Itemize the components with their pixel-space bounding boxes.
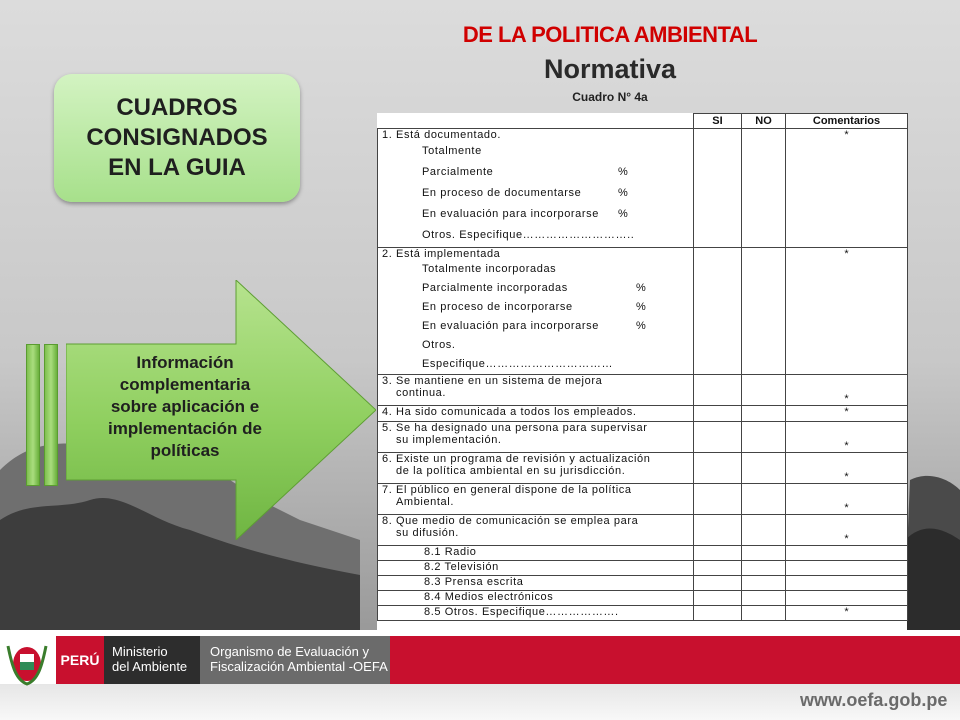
percent-sign: % xyxy=(618,187,629,199)
comment-cell[interactable]: * xyxy=(786,129,908,248)
table-caption: Cuadro N° 4a xyxy=(572,90,648,104)
no-cell[interactable] xyxy=(742,375,786,406)
option-text: Parcialmente incorporadas xyxy=(422,282,568,294)
table-row xyxy=(378,576,908,591)
comment-cell[interactable]: * xyxy=(786,606,908,621)
no-cell[interactable] xyxy=(742,546,786,561)
option-8-1: 8.1 Radio xyxy=(378,546,694,561)
comment-cell[interactable] xyxy=(786,591,908,606)
si-cell[interactable] xyxy=(694,576,742,591)
oefa-line: Organismo de Evaluación y xyxy=(210,644,369,659)
no-cell[interactable] xyxy=(742,576,786,591)
arrow-label-line: Información xyxy=(136,353,234,372)
option-text: Otros. Especifique……………………….. xyxy=(422,229,635,241)
question-6: 6. Existe un programa de revisión y actualización xyxy=(382,453,651,465)
comment-cell[interactable]: * xyxy=(786,515,908,546)
option-text: Otros. xyxy=(422,339,456,351)
guide-box-line: EN LA GUIA xyxy=(108,154,246,181)
guide-box-line: CUADROS xyxy=(116,94,238,121)
question-2: 2. Está implementada xyxy=(382,248,501,260)
no-cell[interactable] xyxy=(742,606,786,621)
option-text: En evaluación para incorporarse xyxy=(422,320,599,332)
no-cell[interactable] xyxy=(742,248,786,375)
question-6-cont: de la política ambiental en su jurisdicción. xyxy=(396,465,626,477)
ministry-line: Ministerio xyxy=(112,644,168,659)
question-8: 8. Que medio de comunicación se emplea para xyxy=(382,515,639,527)
guide-box-line: CONSIGNADOS xyxy=(86,124,268,151)
percent-sign: % xyxy=(636,282,647,294)
option-text: Totalmente xyxy=(422,145,482,157)
ministry-line: del Ambiente xyxy=(112,659,188,674)
table-row xyxy=(378,515,908,546)
option-text: Totalmente incorporadas xyxy=(422,263,557,275)
si-cell[interactable] xyxy=(694,453,742,484)
table-row xyxy=(378,484,908,515)
no-cell[interactable] xyxy=(742,591,786,606)
option-text: En proceso de documentarse xyxy=(422,187,582,199)
no-cell[interactable] xyxy=(742,422,786,453)
footer-red-band xyxy=(390,636,960,684)
col-header-comments: Comentarios xyxy=(786,114,908,129)
table-row xyxy=(378,546,908,561)
percent-sign: % xyxy=(636,320,647,332)
comment-cell[interactable]: * xyxy=(786,248,908,375)
table-row xyxy=(378,606,908,621)
option-8-4: 8.4 Medios electrónicos xyxy=(378,591,694,606)
table-header-row xyxy=(378,114,908,129)
website-link[interactable]: www.oefa.gob.pe xyxy=(800,690,948,710)
guide-tables-box xyxy=(54,74,300,202)
si-cell[interactable] xyxy=(694,591,742,606)
question-4: 4. Ha sido comunicada a todos los empleados. xyxy=(382,406,637,418)
option-8-3: 8.3 Prensa escrita xyxy=(378,576,694,591)
si-cell[interactable] xyxy=(694,606,742,621)
oefa-label xyxy=(200,636,390,684)
question-7: 7. El público en general dispone de la política xyxy=(382,484,632,496)
arrow-label xyxy=(80,352,290,462)
ministry-label xyxy=(104,636,200,684)
si-cell[interactable] xyxy=(694,561,742,576)
option-text: Especifique…………………………… xyxy=(422,358,614,370)
comment-cell[interactable] xyxy=(786,546,908,561)
comment-cell[interactable] xyxy=(786,576,908,591)
comment-cell[interactable]: * xyxy=(786,422,908,453)
question-8-cont: su difusión. xyxy=(396,527,459,539)
question-5-cont: su implementación. xyxy=(396,434,502,446)
no-cell[interactable] xyxy=(742,515,786,546)
page-title: Normativa xyxy=(543,54,677,84)
no-cell[interactable] xyxy=(742,129,786,248)
si-cell[interactable] xyxy=(694,546,742,561)
percent-sign: % xyxy=(618,208,629,220)
arrow-label-line: complementaria xyxy=(119,375,251,394)
col-header-si: SI xyxy=(694,114,742,129)
arrow-label-line: sobre aplicación e xyxy=(110,397,260,416)
si-cell[interactable] xyxy=(694,422,742,453)
table-row xyxy=(378,248,908,375)
section-heading: DE LA POLITICA AMBIENTAL xyxy=(462,22,758,47)
question-7-cont: Ambiental. xyxy=(396,496,454,508)
si-cell[interactable] xyxy=(694,375,742,406)
si-cell[interactable] xyxy=(694,484,742,515)
option-text: En evaluación para incorporarse xyxy=(422,208,599,220)
table-row xyxy=(378,422,908,453)
si-cell[interactable] xyxy=(694,129,742,248)
si-cell[interactable] xyxy=(694,248,742,375)
option-text: Parcialmente xyxy=(422,166,494,178)
si-cell[interactable] xyxy=(694,406,742,422)
no-cell[interactable] xyxy=(742,561,786,576)
question-3-cont: continua. xyxy=(396,387,447,399)
si-cell[interactable] xyxy=(694,515,742,546)
no-cell[interactable] xyxy=(742,406,786,422)
arrow-label-line: implementación de xyxy=(108,419,262,438)
comment-cell[interactable] xyxy=(786,561,908,576)
oefa-line: Fiscalización Ambiental -OEFA xyxy=(210,659,388,674)
questionnaire-table xyxy=(377,113,907,631)
comment-cell[interactable]: * xyxy=(786,453,908,484)
question-1: 1. Está documentado. xyxy=(382,129,502,141)
question-5: 5. Se ha designado una persona para supervisar xyxy=(382,422,648,434)
option-text: En proceso de incorporarse xyxy=(422,301,573,313)
option-8-2: 8.2 Televisión xyxy=(378,561,694,576)
coat-of-arms-icon xyxy=(2,636,52,688)
question-3: 3. Se mantiene en un sistema de mejora xyxy=(382,375,603,387)
comment-cell[interactable]: * xyxy=(786,406,908,422)
table-row xyxy=(378,406,908,422)
percent-sign: % xyxy=(618,166,629,178)
table-row xyxy=(378,561,908,576)
comment-cell[interactable]: * xyxy=(786,484,908,515)
table-row xyxy=(378,591,908,606)
option-8-5: 8.5 Otros. Especifique………………. xyxy=(378,606,694,621)
col-header-no: NO xyxy=(742,114,786,129)
table-row xyxy=(378,453,908,484)
table-row xyxy=(378,375,908,406)
no-cell[interactable] xyxy=(742,484,786,515)
table-row xyxy=(378,129,908,248)
percent-sign: % xyxy=(636,301,647,313)
no-cell[interactable] xyxy=(742,453,786,484)
peru-badge: PERÚ xyxy=(56,636,104,684)
comment-cell[interactable]: * xyxy=(786,375,908,406)
arrow-label-line: políticas xyxy=(150,441,220,460)
